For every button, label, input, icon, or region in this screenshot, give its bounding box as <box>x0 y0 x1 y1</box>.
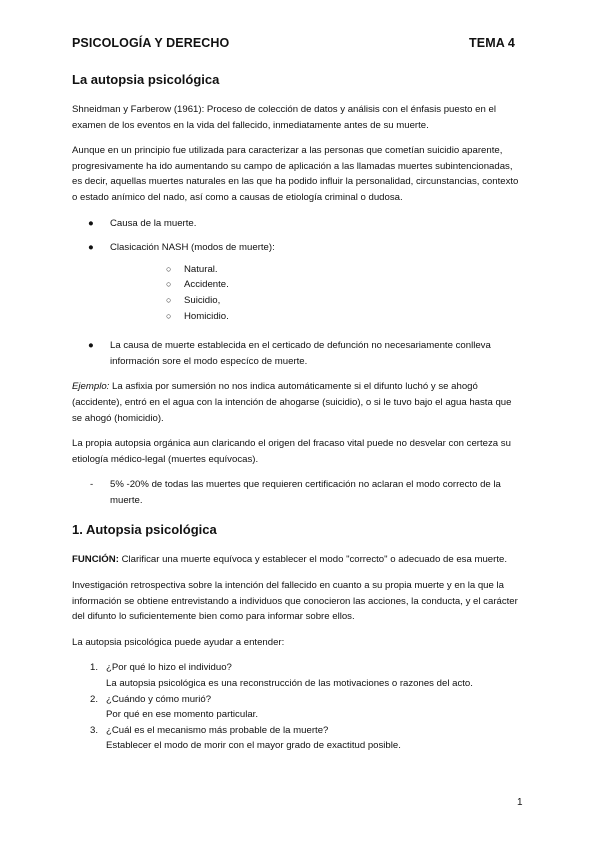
circle-marker: ○ <box>166 294 172 305</box>
header-topic: TEMA 4 <box>469 36 515 50</box>
dash-marker: - <box>90 479 94 491</box>
numbered-item <box>72 660 524 691</box>
page-number: 1 <box>517 797 523 808</box>
section-title-autopsia: La autopsia psicológica <box>72 72 220 87</box>
funcion-label: FUNCIÓN: <box>72 554 119 566</box>
item-question: ¿Cuál es el mecanismo más probable de la muerte? <box>106 724 329 736</box>
item-number: 2. <box>90 693 99 705</box>
sub-item-text: Homicidio. <box>184 310 229 322</box>
numbered-item <box>72 692 524 723</box>
item-answer: Por qué en ese momento particular. <box>106 709 258 721</box>
numbered-item <box>72 723 524 754</box>
sub-item-text: Accidente. <box>184 279 229 291</box>
item-question: ¿Por qué lo hizo el individuo? <box>106 662 232 674</box>
bullet-list <box>72 216 524 370</box>
bullet-marker: ● <box>88 340 94 352</box>
example-label: Ejemplo: <box>72 381 110 393</box>
paragraph-definition: Shneidman y Farberow (1961): Proceso de colección de datos y análisis con el énfasis puesto en el examen de los eventos en la vida del fallecido, inmediatamente antes de su muerte. <box>72 104 496 131</box>
dash-list <box>72 477 524 508</box>
funcion-text: Clarificar una muerte equívoca y establecer el modo "correcto" o adecuado de esa muerte. <box>118 554 508 566</box>
numbered-list <box>72 660 524 754</box>
paragraph-organic-autopsy: La propia autopsia orgánica aun claricando el origen del fracaso vital puede no desvelar con certeza su etiología médico-legal (muertes equívocas). <box>72 438 511 465</box>
sub-item <box>110 293 524 309</box>
paragraph-example <box>72 379 524 426</box>
page-header <box>72 36 515 50</box>
bullet-text: La causa de muerte establecida en el certicado de defunción no necesariamente conlleva información sore el modo especíco de muerte. <box>110 340 491 367</box>
bullet-item-causa <box>72 216 524 232</box>
paragraph-investigation: Investigación retrospectiva sobre la intención del fallecido en cuanto a su propia muerte y en la que la información se obtiene entrevistando a individuos que conocieron las acciones, la conducta, y el carácter del difunto lo suficientemente bien como para informar sobre ellos. <box>72 580 518 623</box>
item-number: 3. <box>90 724 99 736</box>
bullet-text: Causa de la muerte. <box>110 217 197 229</box>
paragraph-funcion <box>72 552 524 568</box>
dash-text: 5% -20% de todas las muertes que requieren certificación no aclaran el modo correcto de la muerte. <box>110 479 501 506</box>
sub-item <box>110 277 524 293</box>
item-answer: La autopsia psicológica es una reconstrucción de las motivaciones o razones del acto. <box>106 678 473 690</box>
bullet-marker: ● <box>88 217 94 229</box>
circle-marker: ○ <box>166 310 172 321</box>
section-title-1: 1. Autopsia psicológica <box>72 522 217 538</box>
example-text: La asfixia por sumersión no nos indica automáticamente si el difunto luchó y se ahogó (accidente), entró en el agua con la intención de ahogarse (suicidio), o si le tuvo bajo el agua hasta que se ahogó (homicidio). <box>72 381 512 424</box>
circle-marker: ○ <box>166 279 172 290</box>
page-content <box>72 72 524 754</box>
header-subject: PSICOLOGÍA Y DERECHO <box>72 36 230 50</box>
paragraph-intro-list: La autopsia psicológica puede ayudar a entender: <box>72 636 285 648</box>
nash-sublist <box>110 262 524 324</box>
bullet-text: Clasicación NASH (modos de muerte): <box>110 242 275 254</box>
bullet-item-nash <box>72 240 524 324</box>
item-answer: Establecer el modo de morir con el mayor grado de exactitud posible. <box>106 740 401 752</box>
circle-marker: ○ <box>166 263 172 274</box>
sub-item <box>110 309 524 325</box>
sub-item <box>110 262 524 278</box>
bullet-item-certificado <box>72 338 524 369</box>
dash-item <box>72 477 524 508</box>
item-number: 1. <box>90 662 99 674</box>
item-question: ¿Cuándo y cómo murió? <box>106 693 212 705</box>
sub-item-text: Natural. <box>184 263 218 275</box>
sub-item-text: Suicidio, <box>184 294 221 306</box>
bullet-marker: ● <box>88 242 94 254</box>
paragraph-application: Aunque en un principio fue utilizada para caracterizar a las personas que cometían suicidio aparente, progresivamente ha ido aumentando su campo de aplicación a las llamadas muertes subintencionadas, es decir, aquellas muertes naturales en las que ha podido influir la personalidad, circunstancias, contexto o estado anímico del nado, así como a causas de etiología criminal o dudosa. <box>72 145 519 203</box>
